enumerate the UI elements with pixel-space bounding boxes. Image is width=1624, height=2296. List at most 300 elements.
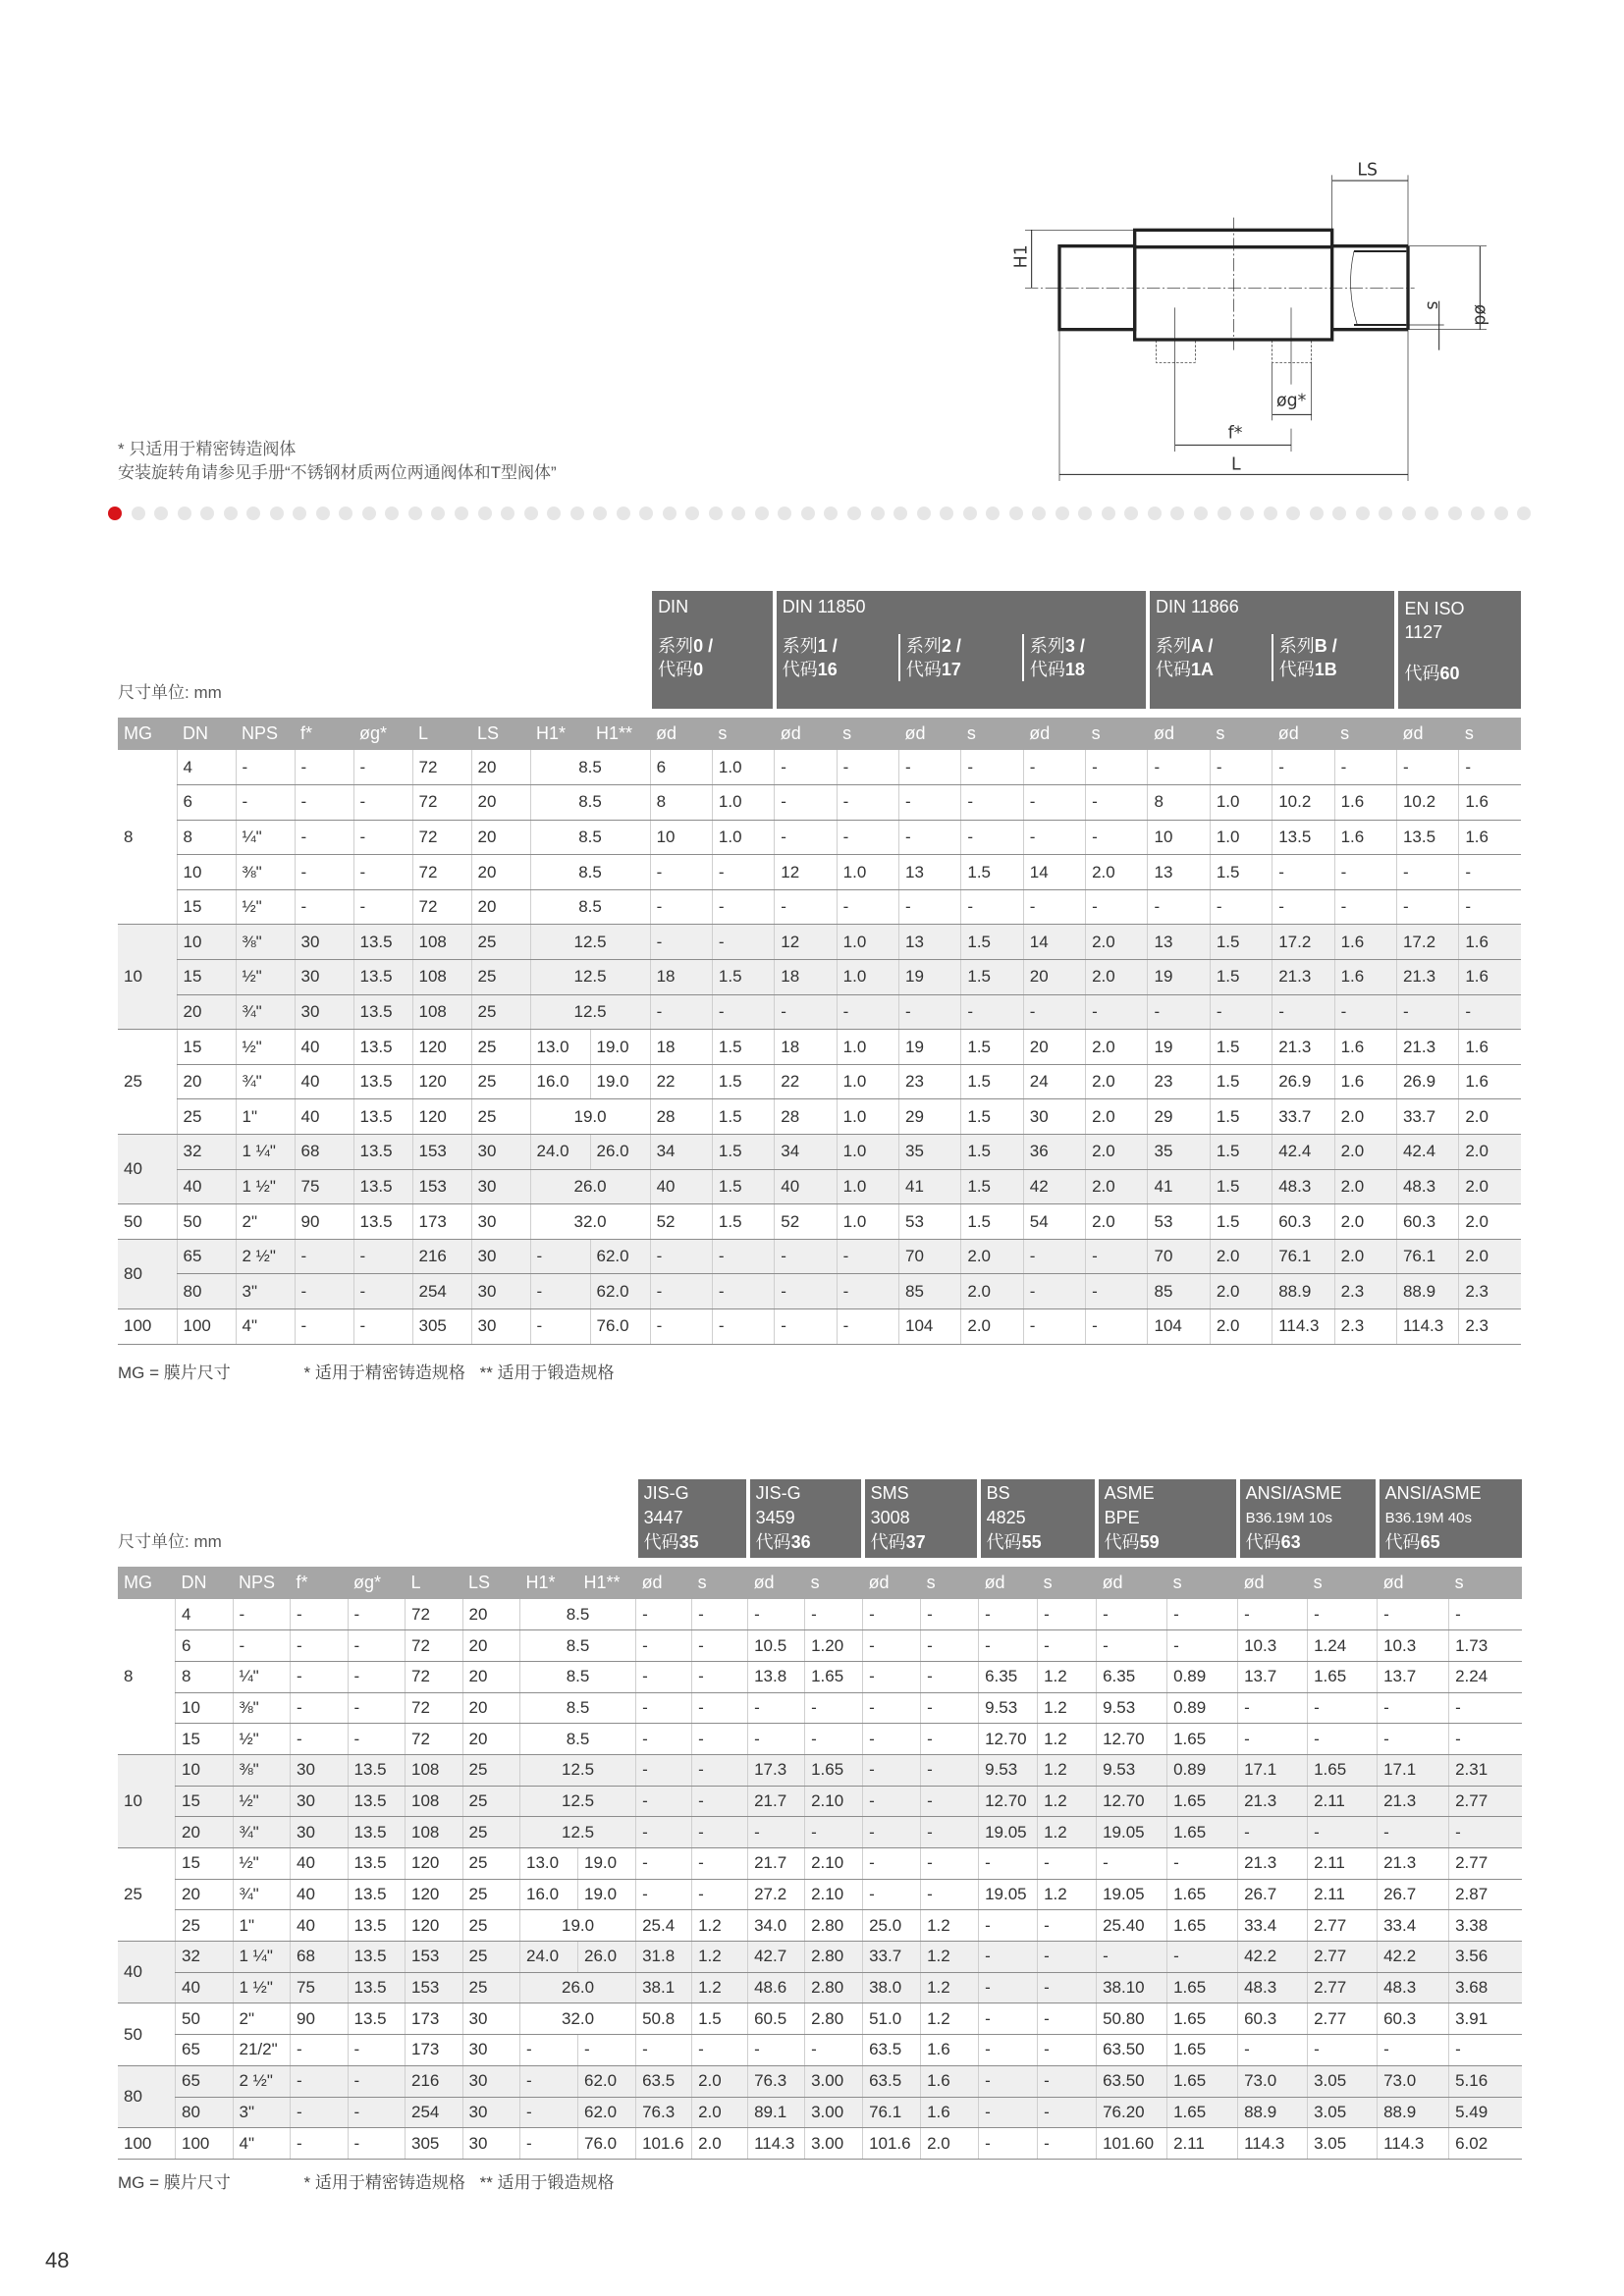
dot — [455, 507, 468, 520]
table-cell: 13.5 — [348, 2003, 406, 2035]
h1-cell: 13.0 — [520, 1848, 578, 1880]
table-cell: 18 — [650, 1030, 712, 1065]
table-cell: - — [1449, 2035, 1522, 2066]
table-cell: 13.5 — [348, 1786, 406, 1817]
table-cell: 3.05 — [1308, 2128, 1378, 2160]
dot — [1148, 507, 1162, 520]
table-cell: 1.5 — [961, 1204, 1023, 1240]
table-row — [118, 1099, 1521, 1135]
column-header: L — [412, 718, 471, 750]
table-cell: 48.3 — [1238, 1972, 1308, 2003]
table-cell: - — [775, 889, 837, 925]
table-cell: 1 ¼" — [236, 1135, 295, 1170]
page-number: 48 — [45, 2248, 70, 2272]
table-cell: 120 — [406, 1910, 463, 1942]
table-cell: - — [233, 1630, 291, 1662]
table-cell: 60.3 — [1272, 1204, 1334, 1240]
table-cell: 1.0 — [837, 855, 898, 890]
table-cell: - — [979, 1942, 1038, 1973]
table-cell: 29 — [899, 1099, 961, 1135]
table-cell: 52 — [775, 1204, 837, 1240]
standard-code: 代码37 — [870, 1532, 926, 1552]
table-cell: 40 — [650, 1169, 712, 1204]
table-cell: - — [348, 1692, 406, 1724]
standard-number: 3008 — [870, 1508, 910, 1527]
table-cell: - — [692, 1692, 748, 1724]
table-cell: 6.35 — [979, 1661, 1038, 1692]
table-cell: 30 — [471, 1309, 530, 1345]
table-cell: 4" — [233, 2128, 291, 2160]
code-number: 1B — [1314, 660, 1337, 679]
table-cell: 3.05 — [1308, 2065, 1378, 2097]
table-cell: 1.65 — [1167, 2035, 1238, 2066]
table-cell: 20 — [1023, 1030, 1085, 1065]
standard-title: JIS-G — [643, 1483, 689, 1503]
h1-cell: - — [530, 1309, 590, 1345]
table-cell: 114.3 — [748, 2128, 805, 2160]
table-cell: - — [353, 820, 412, 855]
table-cell: 3" — [233, 2097, 291, 2128]
table-cell: 13.5 — [353, 925, 412, 960]
table-cell: 8 — [176, 1661, 234, 1692]
table-cell: - — [899, 889, 961, 925]
table-cell: 72 — [412, 750, 471, 785]
table-cell: 1.5 — [961, 1135, 1023, 1170]
table-cell: 13 — [1148, 925, 1210, 960]
h1-cell: 16.0 — [530, 1064, 590, 1099]
table-cell: 2.11 — [1308, 1786, 1378, 1817]
table-cell: ¾" — [236, 1064, 295, 1099]
table-cell: - — [348, 2035, 406, 2066]
table-cell: 25 — [462, 1786, 520, 1817]
table-cell: - — [1459, 855, 1521, 890]
table-cell: ⅜" — [236, 925, 295, 960]
table-row — [118, 1692, 1522, 1724]
table-cell: 13.5 — [348, 1879, 406, 1910]
table-cell: - — [805, 1724, 863, 1755]
table-cell: 173 — [412, 1204, 471, 1240]
table-cell: 30 — [462, 2128, 520, 2160]
table-cell: 48.3 — [1396, 1169, 1458, 1204]
standards-header-row — [118, 591, 1521, 709]
table-cell: - — [1449, 1692, 1522, 1724]
table-cell: 6 — [650, 750, 712, 785]
code-number: 18 — [1064, 660, 1085, 679]
table-cell: - — [233, 1599, 291, 1630]
mg-cell: 100 — [118, 1309, 177, 1345]
h1-cell: 8.5 — [530, 855, 650, 890]
table-cell: - — [1086, 820, 1148, 855]
table-cell: 90 — [291, 2003, 349, 2035]
table-cell: 90 — [295, 1204, 353, 1240]
h1-cell: 19.0 — [578, 1848, 636, 1880]
standard-number: B36.19M 40s — [1384, 1510, 1472, 1526]
table-cell: - — [291, 2097, 349, 2128]
table-cell: ½" — [233, 1724, 291, 1755]
table-cell: 36 — [1023, 1135, 1085, 1170]
table-cell: - — [636, 1786, 692, 1817]
table-cell: 20 — [462, 1692, 520, 1724]
dot — [685, 507, 699, 520]
standard-header — [636, 1479, 748, 1558]
code-number: 63 — [1280, 1532, 1301, 1552]
table-cell: 21.3 — [1272, 960, 1334, 995]
column-header: f* — [295, 718, 353, 750]
table-cell: - — [863, 1848, 921, 1880]
table-cell: 26.9 — [1396, 1064, 1458, 1099]
table-cell: 2.0 — [1334, 1099, 1396, 1135]
table-cell: - — [899, 820, 961, 855]
table-cell: 1.6 — [1334, 1030, 1396, 1065]
column-header: LS — [462, 1567, 520, 1599]
table-cell: 15 — [176, 1848, 234, 1880]
table-cell: 30 — [291, 1817, 349, 1848]
standard-code: 代码59 — [1104, 1532, 1160, 1552]
table-cell: - — [1023, 994, 1085, 1030]
table-cell: - — [1167, 1599, 1238, 1630]
dot — [986, 507, 1000, 520]
h1-cell: 24.0 — [530, 1135, 590, 1170]
table-cell: 13.5 — [353, 1030, 412, 1065]
column-header: ød — [1097, 1567, 1167, 1599]
table-cell: 1.24 — [1308, 1630, 1378, 1662]
table-cell: 1.73 — [1449, 1630, 1522, 1662]
table-cell: 1.6 — [1334, 1064, 1396, 1099]
table-cell: 1.2 — [1038, 1817, 1097, 1848]
table-cell: - — [295, 785, 353, 821]
table-cell: - — [712, 855, 774, 890]
table-cell: ⅜" — [233, 1754, 291, 1786]
table-cell: 1.6 — [1459, 1064, 1521, 1099]
table-cell: ½" — [233, 1786, 291, 1817]
code-number: 17 — [941, 660, 961, 679]
table-cell: 2.3 — [1334, 1274, 1396, 1309]
table-cell: 20 — [471, 889, 530, 925]
column-header: ød — [863, 1567, 921, 1599]
table-cell: 30 — [471, 1135, 530, 1170]
table-cell: - — [979, 1630, 1038, 1662]
standard-title: JIS-G — [755, 1483, 801, 1503]
dot — [1425, 507, 1438, 520]
code-number: 59 — [1139, 1532, 1160, 1552]
table-cell: - — [1038, 1599, 1097, 1630]
dot — [663, 507, 677, 520]
table-cell: 60.3 — [1396, 1204, 1458, 1240]
table-cell: - — [692, 1630, 748, 1662]
series-number: B / — [1314, 636, 1337, 656]
table-cell: 2.80 — [805, 1942, 863, 1973]
table-cell: 13.5 — [1396, 820, 1458, 855]
h1-cell: 8.5 — [520, 1630, 636, 1662]
table-cell: 1.65 — [805, 1661, 863, 1692]
table-cell: 85 — [1148, 1274, 1210, 1309]
table-cell: 2.10 — [805, 1786, 863, 1817]
table-cell: - — [650, 1239, 712, 1274]
column-header: NPS — [233, 1567, 291, 1599]
table-cell: 120 — [406, 1848, 463, 1880]
standard-number: 4825 — [986, 1508, 1026, 1527]
table-cell: 3.00 — [805, 2128, 863, 2160]
table-cell: 1.5 — [712, 1099, 774, 1135]
table-cell: 108 — [412, 994, 471, 1030]
table-cell: - — [295, 820, 353, 855]
column-header: s — [805, 1567, 863, 1599]
table-cell: - — [899, 994, 961, 1030]
table-cell: - — [863, 1754, 921, 1786]
table-cell: - — [979, 1599, 1038, 1630]
column-header: NPS — [236, 718, 295, 750]
table-cell: 2.0 — [1210, 1239, 1272, 1274]
table-cell: 65 — [176, 2035, 234, 2066]
table-cell: ½" — [236, 960, 295, 995]
table-cell: 19 — [1148, 1030, 1210, 1065]
table-cell: - — [1023, 889, 1085, 925]
note-casting-only: * 只适用于精密铸造阀体 — [118, 440, 297, 458]
standard-title: BS — [986, 1483, 1010, 1503]
table-cell: 15 — [177, 889, 236, 925]
table-cell: 120 — [406, 1879, 463, 1910]
table-cell: - — [979, 1910, 1038, 1942]
series-label — [777, 634, 898, 681]
table1-footnotes — [118, 1359, 615, 1383]
table-cell: 19.05 — [979, 1879, 1038, 1910]
table-cell: - — [837, 750, 898, 785]
table-cell: 108 — [412, 960, 471, 995]
table-cell: - — [1097, 1942, 1167, 1973]
table-cell: 1.65 — [805, 1754, 863, 1786]
table-cell: 48.3 — [1272, 1169, 1334, 1204]
table-cell: 1.6 — [1459, 1030, 1521, 1065]
standard-title: EN ISO 1127 — [1404, 599, 1465, 642]
table-cell: 1.2 — [1038, 1724, 1097, 1755]
table-cell: 1.65 — [1167, 2003, 1238, 2035]
table-cell: 41 — [899, 1169, 961, 1204]
column-header: ød — [650, 718, 712, 750]
table-cell: 25 — [462, 1972, 520, 2003]
table-cell: 2 ½" — [236, 1239, 295, 1274]
table-cell: 13.5 — [348, 1754, 406, 1786]
table-cell: 1.5 — [1210, 1064, 1272, 1099]
table-cell: - — [775, 994, 837, 1030]
code-number: 1A — [1190, 660, 1214, 679]
table-cell: 31.8 — [636, 1942, 692, 1973]
table-cell: - — [863, 1661, 921, 1692]
table-cell: 6.02 — [1449, 2128, 1522, 2160]
table-cell: 13.5 — [353, 1135, 412, 1170]
table-cell: - — [921, 1848, 979, 1880]
table-cell: - — [1378, 2035, 1449, 2066]
table-cell: 1.0 — [837, 1169, 898, 1204]
standard-number: BPE — [1104, 1508, 1140, 1527]
table-row — [118, 925, 1521, 960]
table-cell: 14 — [1023, 925, 1085, 960]
table-cell: 80 — [177, 1274, 236, 1309]
table-cell: - — [899, 750, 961, 785]
table-cell: 21.3 — [1238, 1848, 1308, 1880]
table-cell: 27.2 — [748, 1879, 805, 1910]
series-name: 系列3 / — [1029, 636, 1085, 656]
table-cell: 42 — [1023, 1169, 1085, 1204]
table-cell: 2 ½" — [233, 2065, 291, 2097]
table-cell: 1.0 — [712, 750, 774, 785]
table-cell: 30 — [295, 925, 353, 960]
table-cell: 63.50 — [1097, 2065, 1167, 2097]
table-cell: 12 — [775, 855, 837, 890]
code-number: 16 — [817, 660, 838, 679]
table-cell: - — [979, 2003, 1038, 2035]
column-header: ød — [899, 718, 961, 750]
table-cell: 34.0 — [748, 1910, 805, 1942]
table-cell: 30 — [462, 2003, 520, 2035]
standard-header — [650, 591, 775, 709]
table-row — [118, 1817, 1522, 1848]
table-cell: 1.2 — [921, 2003, 979, 2035]
table-cell: - — [748, 1724, 805, 1755]
table-cell: 15 — [177, 1030, 236, 1065]
mg-cell: 40 — [118, 1942, 176, 2003]
table-cell: 25 — [177, 1099, 236, 1135]
table-cell: 30 — [471, 1204, 530, 1240]
h1-cell: 12.5 — [520, 1786, 636, 1817]
table-cell: - — [712, 1239, 774, 1274]
table-cell: 305 — [406, 2128, 463, 2160]
table-cell: 2.77 — [1308, 1972, 1378, 2003]
table-cell: - — [1459, 750, 1521, 785]
table-cell: 305 — [412, 1309, 471, 1345]
table-row — [118, 994, 1521, 1030]
table-cell: 51.0 — [863, 2003, 921, 2035]
table-cell: 76.20 — [1097, 2097, 1167, 2128]
series-code: 代码16 — [782, 660, 838, 679]
table-body — [118, 750, 1521, 1344]
f-label: f* — [1227, 423, 1243, 444]
mg-cell: 50 — [118, 2003, 176, 2065]
table-cell: ½" — [233, 1848, 291, 1880]
table-cell: 21.3 — [1238, 1786, 1308, 1817]
table-cell: 1.65 — [1167, 1786, 1238, 1817]
table-cell: 22 — [650, 1064, 712, 1099]
table-cell: 30 — [295, 994, 353, 1030]
table-cell: - — [353, 855, 412, 890]
table-cell: 25 — [462, 1910, 520, 1942]
table-cell: - — [1086, 750, 1148, 785]
table-cell: ¾" — [233, 1817, 291, 1848]
table-cell: 1.5 — [1210, 855, 1272, 890]
column-header: s — [692, 1567, 748, 1599]
table-cell: 1.5 — [1210, 925, 1272, 960]
standard-header — [1396, 591, 1521, 709]
table-cell: 1.5 — [712, 1135, 774, 1170]
table-cell: 38.0 — [863, 1972, 921, 2003]
series-code: 代码1A — [1155, 660, 1214, 679]
dot — [1124, 507, 1138, 520]
table-cell: 2.0 — [1334, 1169, 1396, 1204]
table-cell: - — [1167, 1942, 1238, 1973]
table-cell: - — [348, 1724, 406, 1755]
table-cell: - — [1210, 994, 1272, 1030]
table-cell: 0.89 — [1167, 1754, 1238, 1786]
table-row — [118, 1879, 1522, 1910]
table-cell: - — [291, 2035, 349, 2066]
h1-cell: 62.0 — [578, 2097, 636, 2128]
table-cell: 1.5 — [961, 1064, 1023, 1099]
table-cell: 72 — [406, 1599, 463, 1630]
table-cell: - — [775, 1309, 837, 1345]
table-cell: - — [805, 1692, 863, 1724]
h1-cell: 8.5 — [520, 1724, 636, 1755]
table-cell: 153 — [412, 1135, 471, 1170]
table-cell: 68 — [295, 1135, 353, 1170]
table-cell: 30 — [471, 1169, 530, 1204]
table-cell: - — [692, 1848, 748, 1880]
table-cell: 1.65 — [1167, 2065, 1238, 2097]
table-cell: - — [837, 889, 898, 925]
table-cell: 2.0 — [961, 1274, 1023, 1309]
table-cell: - — [348, 2128, 406, 2160]
table-cell: - — [295, 1239, 353, 1274]
h1-cell: 8.5 — [520, 1692, 636, 1724]
table-cell: - — [837, 994, 898, 1030]
table-cell: - — [1272, 994, 1334, 1030]
table-cell: 2.10 — [805, 1848, 863, 1880]
table2-footnotes — [118, 2168, 615, 2193]
table-cell: 80 — [176, 2097, 234, 2128]
table-cell: 72 — [412, 820, 471, 855]
table-cell: - — [1238, 1692, 1308, 1724]
table-cell: - — [1023, 1239, 1085, 1274]
table-cell: 2.77 — [1308, 1910, 1378, 1942]
table-cell: 33.7 — [1272, 1099, 1334, 1135]
table-row — [118, 1972, 1522, 2003]
table-cell: - — [863, 1692, 921, 1724]
table-cell: 2.10 — [805, 1879, 863, 1910]
table-cell: - — [1238, 1724, 1308, 1755]
table-cell: 1.0 — [1210, 820, 1272, 855]
table-cell: 1 ½" — [236, 1169, 295, 1204]
dot — [570, 507, 584, 520]
table-cell: 88.9 — [1396, 1274, 1458, 1309]
table-row — [118, 785, 1521, 821]
column-header: MG — [118, 718, 177, 750]
table-cell: 2.3 — [1334, 1309, 1396, 1345]
series-label — [1272, 634, 1395, 681]
table-cell: 25.40 — [1097, 1910, 1167, 1942]
table-cell: 25 — [462, 1879, 520, 1910]
table-cell: 76.1 — [863, 2097, 921, 2128]
column-header: ød — [775, 718, 837, 750]
dot — [478, 507, 492, 520]
column-header: L — [406, 1567, 463, 1599]
table-row — [118, 1204, 1521, 1240]
table-cell: 1.5 — [1210, 1135, 1272, 1170]
dot — [1264, 507, 1277, 520]
table-cell: 42.7 — [748, 1942, 805, 1973]
table-cell: 10.5 — [748, 1630, 805, 1662]
dot — [1402, 507, 1416, 520]
table-cell: 17.3 — [748, 1754, 805, 1786]
table-cell: 13.5 — [1272, 820, 1334, 855]
table-cell: 12.70 — [1097, 1786, 1167, 1817]
dot — [224, 507, 238, 520]
h1-cell: 62.0 — [590, 1274, 650, 1309]
valve-body-dimension-drawing — [982, 147, 1532, 491]
h1-cell: 16.0 — [520, 1879, 578, 1910]
column-header: ød — [1238, 1567, 1308, 1599]
table-cell: 53 — [899, 1204, 961, 1240]
table-cell: 1.5 — [692, 2003, 748, 2035]
table-row — [118, 1942, 1522, 1973]
table-cell: - — [1449, 1817, 1522, 1848]
